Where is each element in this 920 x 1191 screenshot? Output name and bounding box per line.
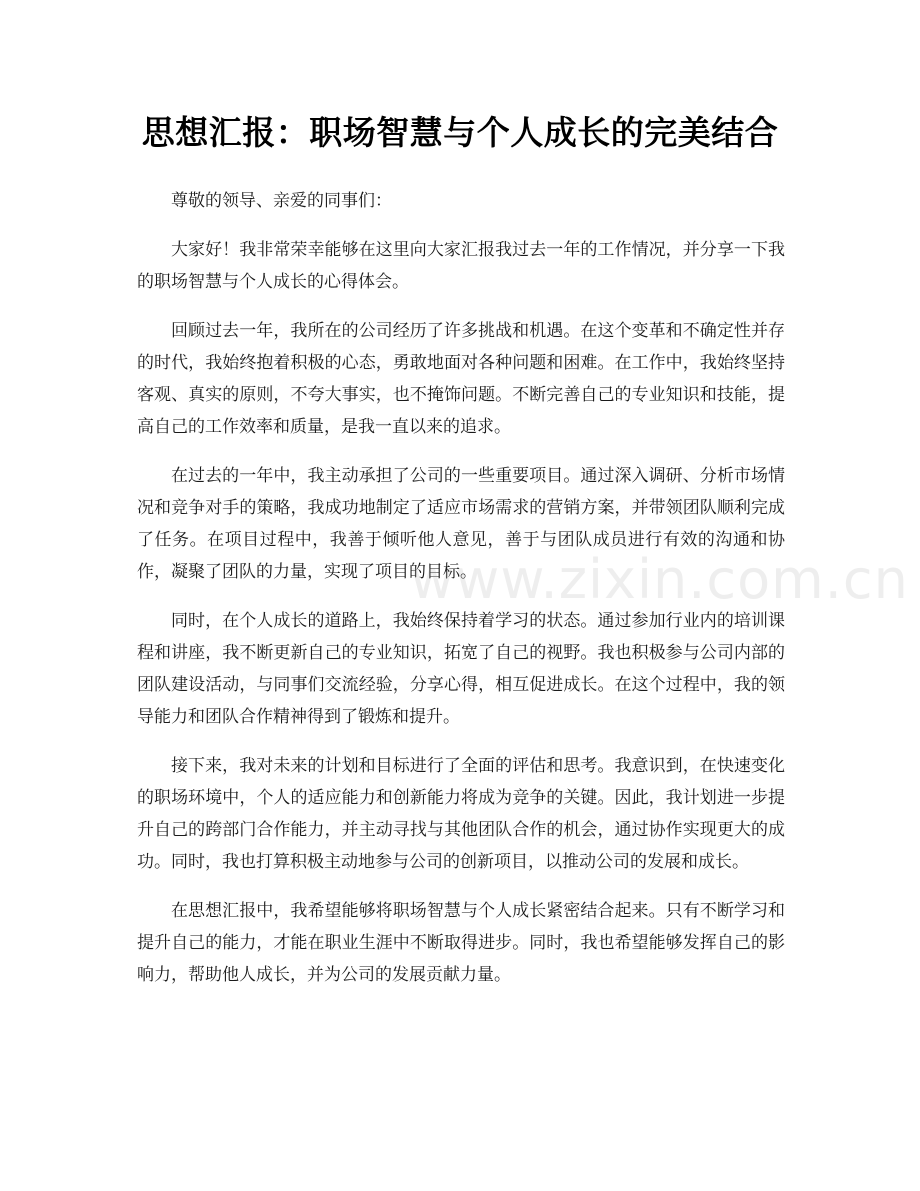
- paragraph-2: 回顾过去一年，我所在的公司经历了许多挑战和机遇。在这个变革和不确定性并存的时代，我始终抱着积极的心态，勇敢地面对各种问题和困难。在工作中，我始终坚持客观、真实的原则，不夸大事实，也不掩饰问题。不断完善自己的专业知识和技能，提高自己的工作效率和质量，是我一直以来的追求。: [137, 321, 785, 437]
- paragraph-4: 同时，在个人成长的道路上，我始终保持着学习的状态。通过参加行业内的培训课程和讲座，我不断更新自己的专业知识，拓宽了自己的视野。我也积极参与公司内部的团队建设活动，与同事们交流经验，分享心得，相互促进成长。在这个过程中，我的领导能力和团队合作精神得到了锻炼和提升。: [137, 611, 785, 727]
- paragraph-3: 在过去的一年中，我主动承担了公司的一些重要项目。通过深入调研、分析市场情况和竞争对手的策略，我成功地制定了适应市场需求的营销方案，并带领团队顺利完成了任务。在项目过程中，我善于倾听他人意见，善于与团队成员进行有效的沟通和协作，凝聚了团队的力量，实现了项目的目标。: [137, 466, 785, 582]
- paragraph-1: 大家好！我非常荣幸能够在这里向大家汇报我过去一年的工作情况，并分享一下我的职场智慧与个人成长的心得体会。: [137, 240, 785, 292]
- greeting: 尊敬的领导、亲爱的同事们：: [171, 191, 392, 211]
- document-title: 思想汇报：职场智慧与个人成长的完美结合: [141, 113, 779, 152]
- document-body: [137, 185, 785, 1008]
- watermark: www.zixin.com.cn: [410, 548, 909, 611]
- paragraph-6: 在思想汇报中，我希望能够将职场智慧与个人成长紧密结合起来。只有不断学习和提升自己的能力，才能在职业生涯中不断取得进步。同时，我也希望能够发挥自己的影响力，帮助他人成长，并为公司的发展贡献力量。: [137, 901, 785, 985]
- paragraph-5: 接下来，我对未来的计划和目标进行了全面的评估和思考。我意识到，在快速变化的职场环境中，个人的适应能力和创新能力将成为竞争的关键。因此，我计划进一步提升自己的跨部门合作能力，并主动寻找与其他团队合作的机会，通过协作实现更大的成功。同时，我也打算积极主动地参与公司的创新项目，以推动公司的发展和成长。: [137, 756, 785, 872]
